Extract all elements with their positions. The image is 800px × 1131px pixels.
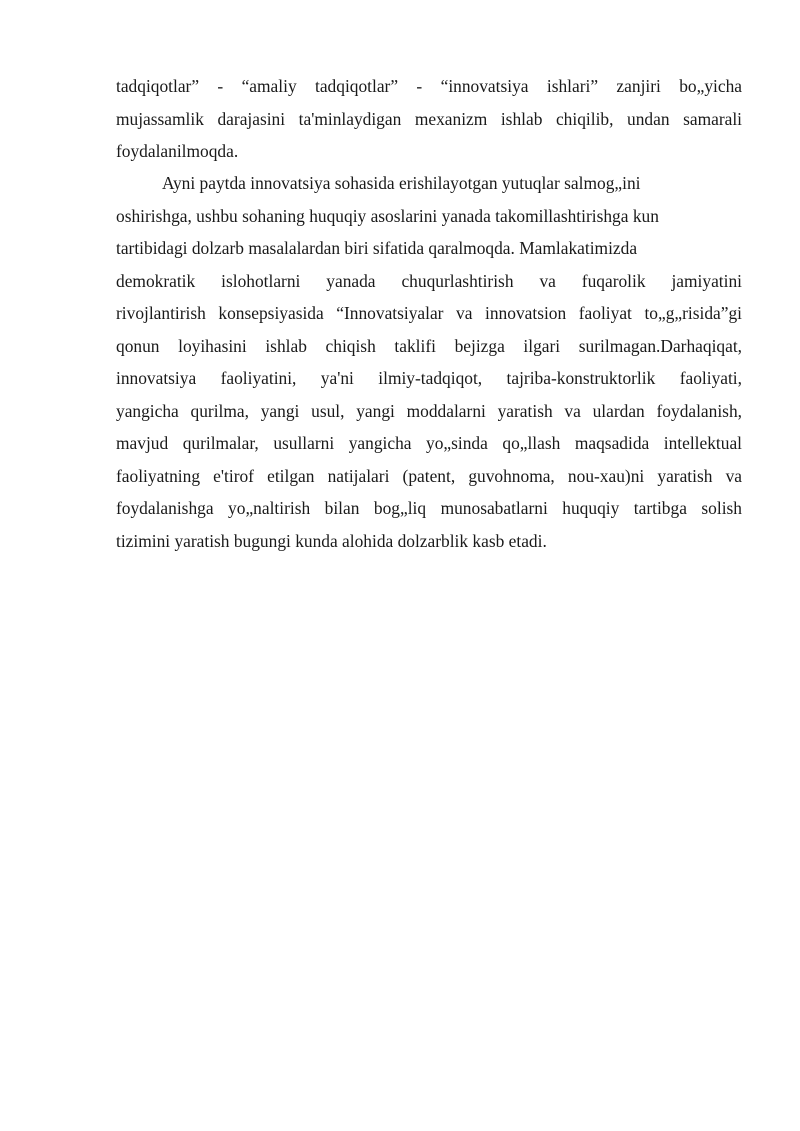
text-line: mujassamlik darajasini ta'minlaydigan mexanizm ishlab chiqilib, undan samarali	[116, 108, 742, 129]
text-line: faoliyatning e'tirof etilgan natijalari (patent, guvohnoma, nou-xau)ni yaratish va	[116, 465, 742, 486]
text-line: tadqiqotlar” - “amaliy tadqiqotlar” - “innovatsiya ishlari” zanjiri bo„yicha	[116, 76, 742, 96]
paragraph-innovation	[116, 167, 742, 557]
text-line: foydalanilmoqda.	[116, 141, 239, 161]
text-line: oshirishga, ushbu sohaning huquqiy asoslarini yanada takomillashtirishga kun	[116, 205, 659, 226]
text-line: tizimini yaratish bugungi kunda alohida dolzarblik kasb etadi.	[116, 530, 547, 551]
text-line: foydalanishga yo„naltirish bilan bog„liq munosabatlarni huquqiy tartibga solish	[116, 498, 742, 518]
text-line: yangicha qurilma, yangi usul, yangi moddalarni yaratish va ulardan foydalanish,	[116, 400, 742, 421]
text-line: rivojlantirish konsepsiyasida “Innovatsiyalar va innovatsion faoliyat to„g„risida”gi	[116, 303, 742, 323]
text-line: demokratik islohotlarni yanada chuqurlashtirish va fuqarolik jamiyatini	[116, 270, 742, 291]
text-line: qonun loyihasini ishlab chiqish taklifi bejizga ilgari surilmagan.Darhaqiqat,	[116, 335, 742, 356]
text-line: innovatsiya faoliyatini, ya'ni ilmiy-tadqiqot, tajriba-konstruktorlik faoliyati,	[116, 368, 742, 388]
text-line: mavjud qurilmalar, usullarni yangicha yo„sinda qo„llash maqsadida intellektual	[116, 433, 742, 453]
text-line: tartibidagi dolzarb masalalardan biri sifatida qaralmoqda. Mamlakatimizda	[116, 238, 638, 258]
text-line: Ayni paytda innovatsiya sohasida erishilayotgan yutuqlar salmog„ini	[162, 173, 641, 193]
paragraph-continuation	[116, 70, 742, 168]
